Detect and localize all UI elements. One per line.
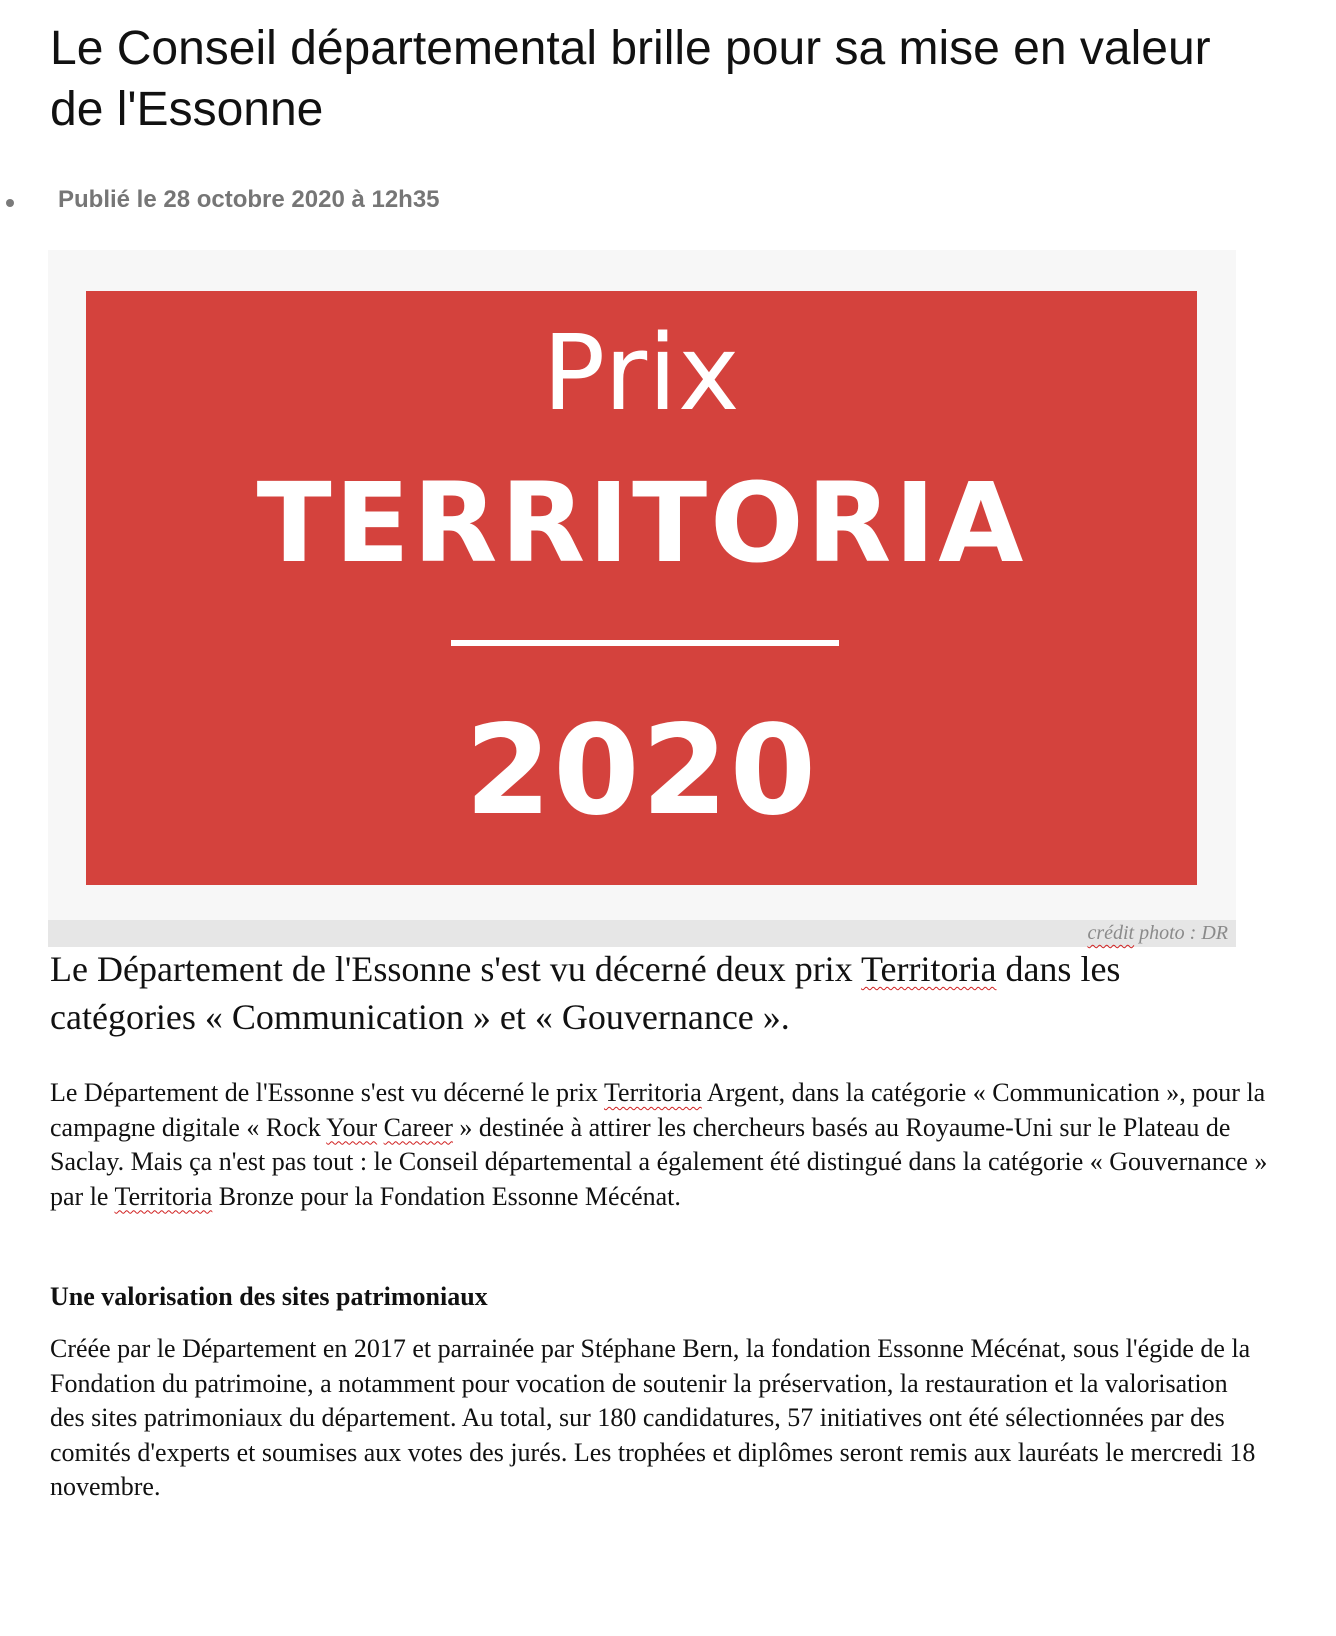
- lead-territoria-word: Territoria: [861, 949, 997, 989]
- prix-territoria-banner: [86, 291, 1197, 885]
- p1-territoria-word-2: Territoria: [114, 1181, 213, 1211]
- lead-part2: dans les catégories « Communication » et « Gouvernance ».: [50, 949, 1121, 1037]
- section-heading: Une valorisation des sites patrimoniaux: [50, 1282, 488, 1311]
- photo-credit-rest: photo : DR: [1134, 922, 1228, 944]
- p1-segment-4: » destinée à attirer les chercheurs basés au Royaume-Uni sur le Plateau de Saclay. Mais ça n'est pas tout : le Conseil départemental a également été distingué dans la catégorie « Gouvernance » par le: [50, 1112, 1268, 1211]
- lead-part1: Le Département de l'Essonne s'est vu décerné deux prix: [50, 949, 862, 989]
- publish-date-text: Publié le 28 octobre 2020 à 12h35: [58, 186, 440, 213]
- banner-territoria-text: TERRITORIA: [256, 459, 1027, 587]
- banner-prix-text: Prix: [542, 312, 741, 434]
- p1-career-word: Career: [383, 1112, 453, 1142]
- article-title: Le Conseil départemental brille pour sa mise en valeur de l'Essonne: [50, 22, 1211, 136]
- banner-year-text: 2020: [464, 699, 819, 843]
- p1-segment-5: Bronze pour la Fondation Essonne Mécénat.: [212, 1181, 681, 1211]
- article-lead: [50, 945, 1250, 1041]
- photo-credit-word: crédit: [1087, 922, 1135, 944]
- p1-segment-1: Le Département de l'Essonne s'est vu décerné le prix: [50, 1078, 604, 1107]
- p1-territoria-word-1: Territoria: [603, 1078, 702, 1107]
- p1-segment-2: Argent, dans la catégorie « Communication », pour la campagne digitale « Rock: [50, 1078, 1266, 1142]
- banner-divider: [451, 640, 839, 646]
- article-paragraph-1: [50, 1076, 1280, 1214]
- article-figure: [48, 250, 1236, 947]
- photo-credit: [1087, 920, 1228, 947]
- article-paragraph-2: Créée par le Département en 2017 et parrainée par Stéphane Bern, la fondation Essonne Mécénat, sous l'égide de la Fondation du patrimoine, a notamment pour vocation de soutenir la préservation, la restauration et la valorisation des sites patrimoniaux du département. Au total, sur 180 candidatures, 57 initiatives ont été sélectionnées par des comités d'experts et soumises aux votes des jurés. Les trophées et diplômes seront remis aux lauréats le mercredi 18 novembre.: [50, 1334, 1256, 1501]
- meta-list: [0, 183, 440, 217]
- bullet-icon: [6, 199, 14, 207]
- publish-date: [0, 183, 440, 217]
- p1-your-word: Your: [326, 1112, 378, 1142]
- photo-caption-bar: [48, 920, 1236, 947]
